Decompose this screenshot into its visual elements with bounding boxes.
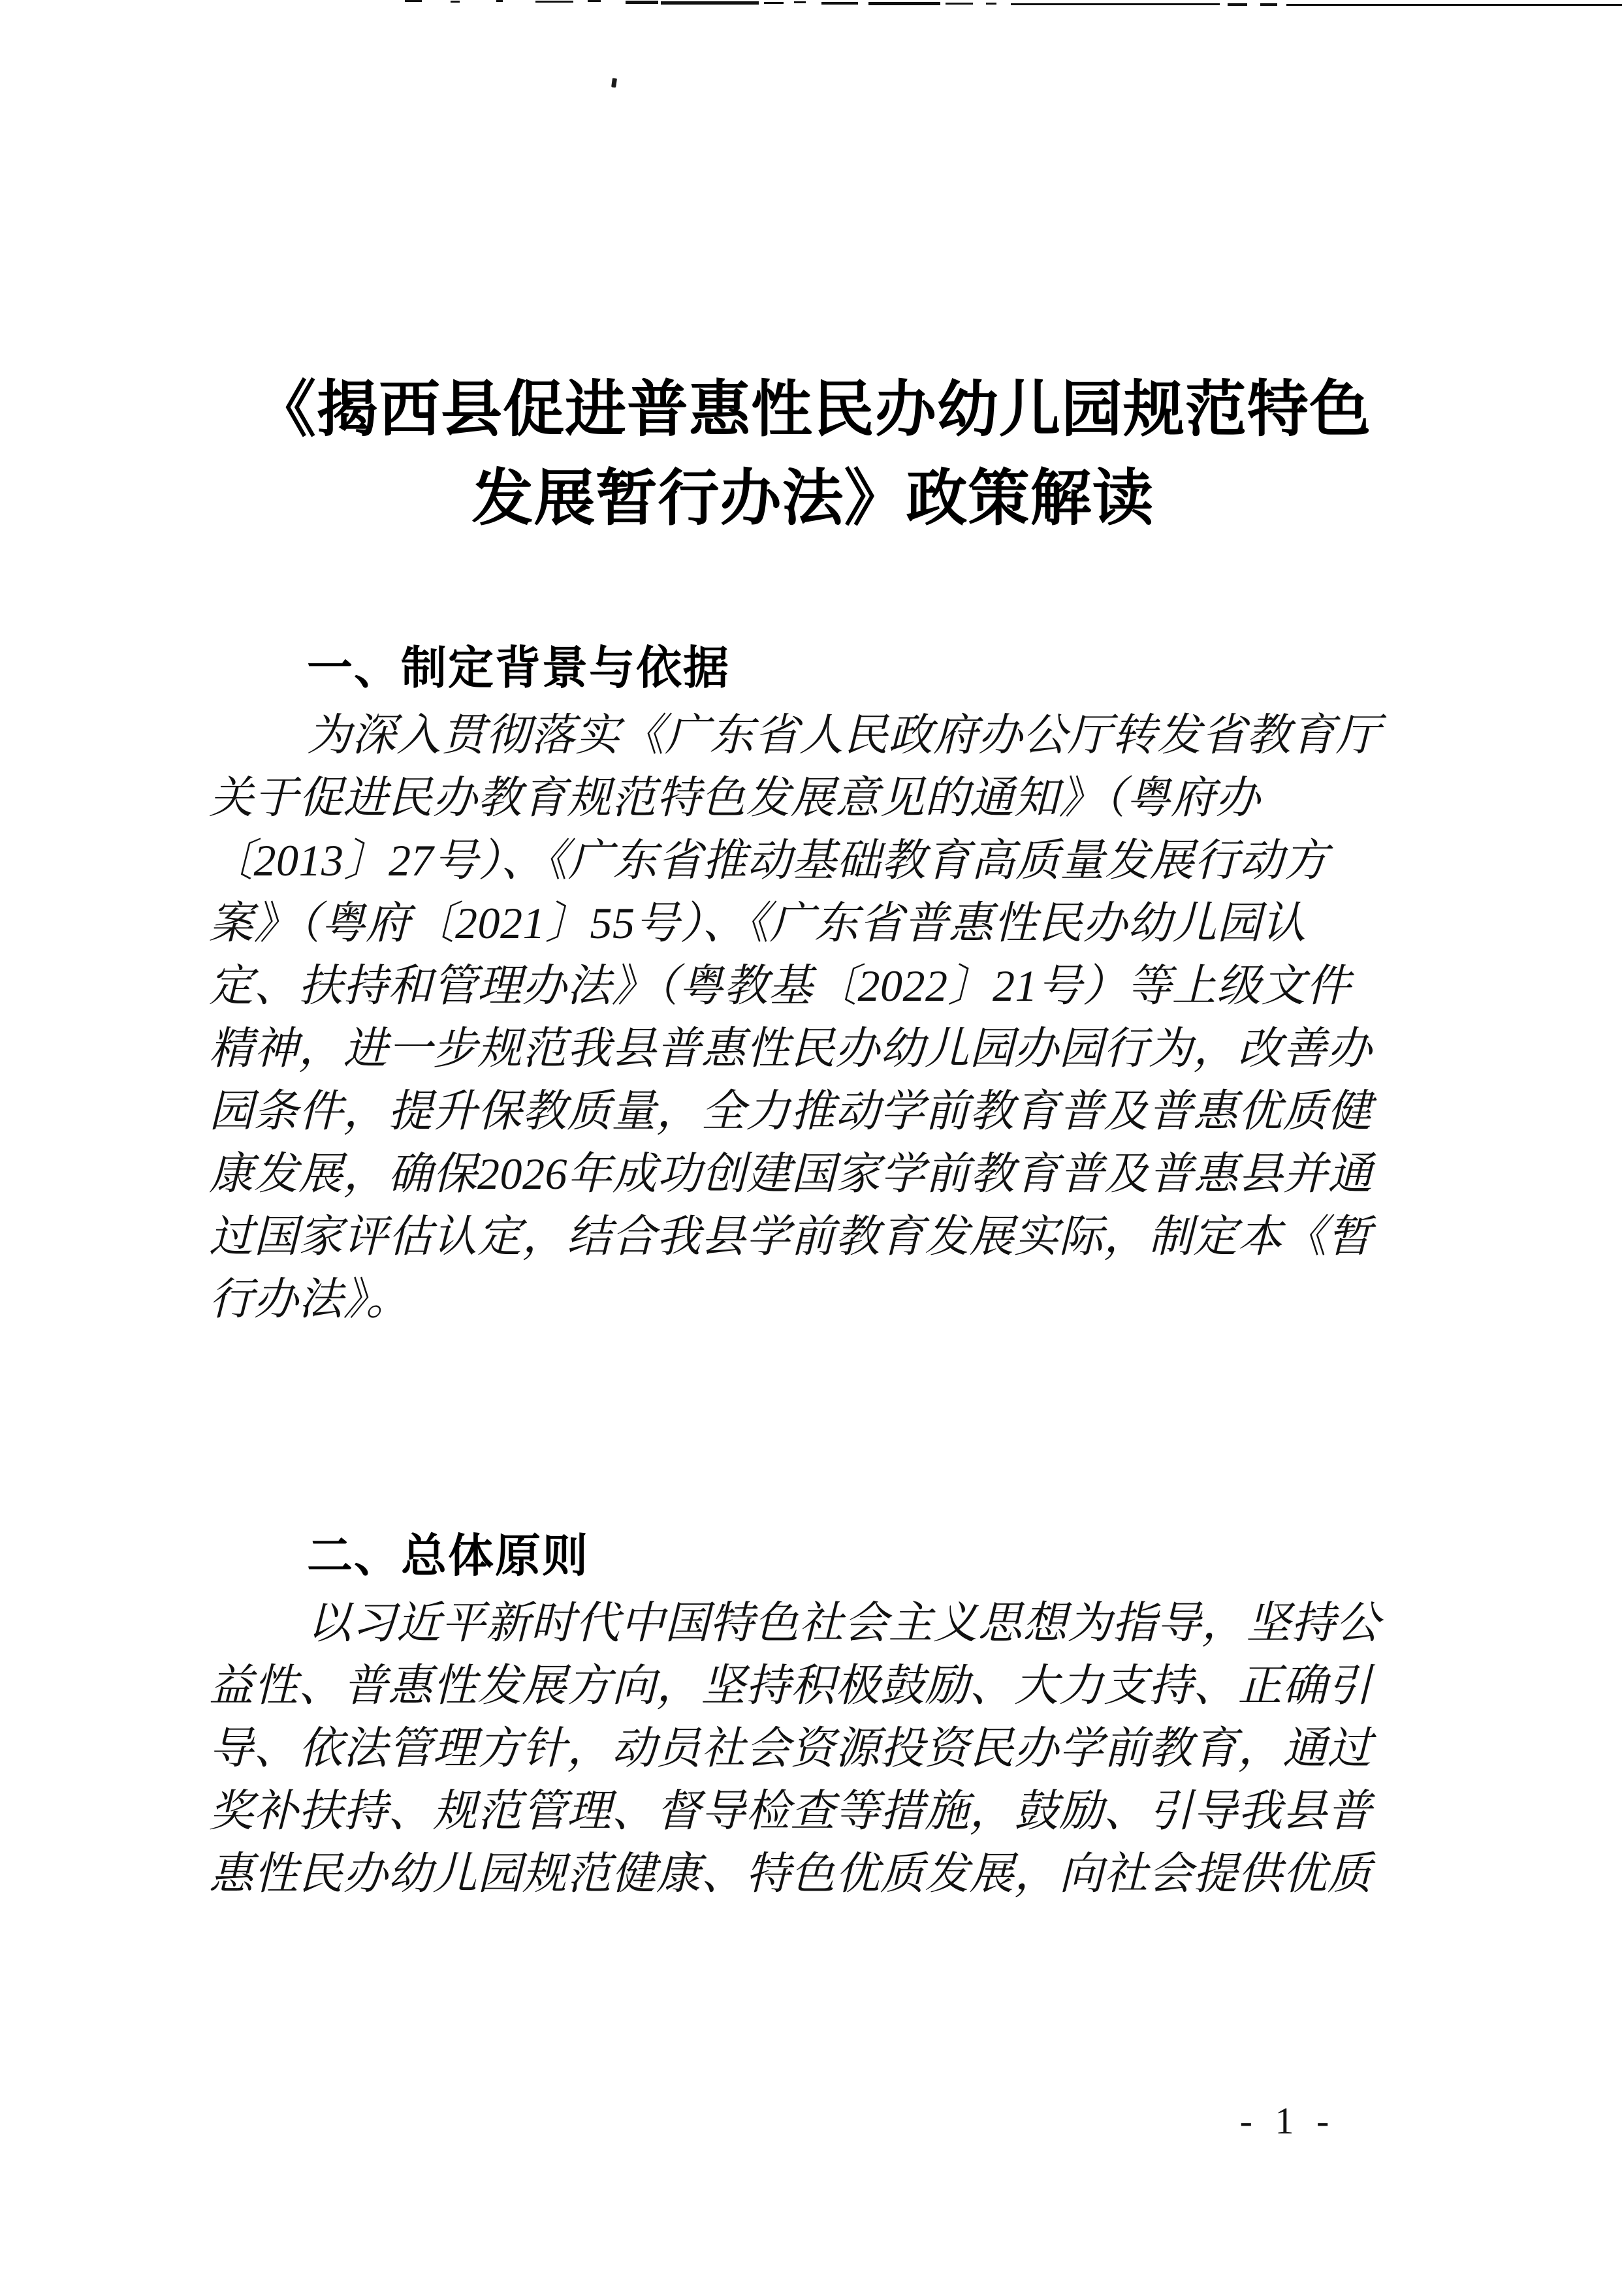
page-number-footer bbox=[0, 2099, 1622, 2143]
body-line: 以习近平新时代中国特色社会主义思想为指导，坚持公 bbox=[307, 1598, 1381, 1648]
page-title bbox=[222, 366, 1404, 543]
body-line: 为深入贯彻落实《广东省人民政府办公厅转发省教育厅 bbox=[307, 710, 1381, 760]
body-line: 案》（粤府〔2021〕55号）、《广东省普惠性民办幼儿园认 bbox=[209, 898, 1307, 948]
scan-edge-artifact bbox=[0, 0, 1622, 9]
body-line: 过国家评估认定，结合我县学前教育发展实际，制定本《暂 bbox=[209, 1212, 1373, 1261]
page-title-line-1: 《揭西县促进普惠性民办幼儿园规范特色 bbox=[254, 374, 1371, 445]
section-heading-general-principles: 二、总体原则 bbox=[307, 1529, 589, 1582]
section-body-general-principles bbox=[209, 1592, 1430, 1905]
body-line: 关于促进民办教育规范特色发展意见的通知》（粤府办 bbox=[209, 773, 1261, 823]
body-line: 行办法》。 bbox=[209, 1274, 411, 1324]
page-number-value: - 1 - bbox=[1239, 2099, 1336, 2142]
body-line: 导、依法管理方针，动员社会资源投资民办学前教育，通过 bbox=[209, 1723, 1373, 1773]
body-line: 奖补扶持、规范管理、督导检查等措施，鼓励、引导我县普 bbox=[209, 1786, 1373, 1836]
body-line: 〔2013〕27号）、《广东省推动基础教育高质量发展行动方 bbox=[209, 836, 1329, 885]
body-line: 园条件，提升保教质量，全力推动学前教育普及普惠优质健 bbox=[209, 1086, 1373, 1136]
page-title-line-2: 发展暂行办法》政策解读 bbox=[471, 463, 1154, 534]
body-line: 益性、普惠性发展方向，坚持积极鼓励、大力支持、正确引 bbox=[209, 1661, 1373, 1710]
scan-speck-artifact bbox=[611, 78, 617, 88]
body-line: 康发展，确保2026年成功创建国家学前教育普及普惠县并通 bbox=[209, 1149, 1373, 1199]
body-line: 定、扶持和管理办法》（粤教基〔2022〕21号）等上级文件 bbox=[209, 961, 1351, 1011]
section-heading-background-and-basis: 一、制定背景与依据 bbox=[307, 641, 730, 695]
section-body-background-and-basis bbox=[209, 704, 1430, 1330]
body-line: 精神，进一步规范我县普惠性民办幼儿园办园行为，改善办 bbox=[209, 1024, 1373, 1073]
body-line: 惠性民办幼儿园规范健康、特色优质发展，向社会提供优质 bbox=[209, 1849, 1373, 1898]
